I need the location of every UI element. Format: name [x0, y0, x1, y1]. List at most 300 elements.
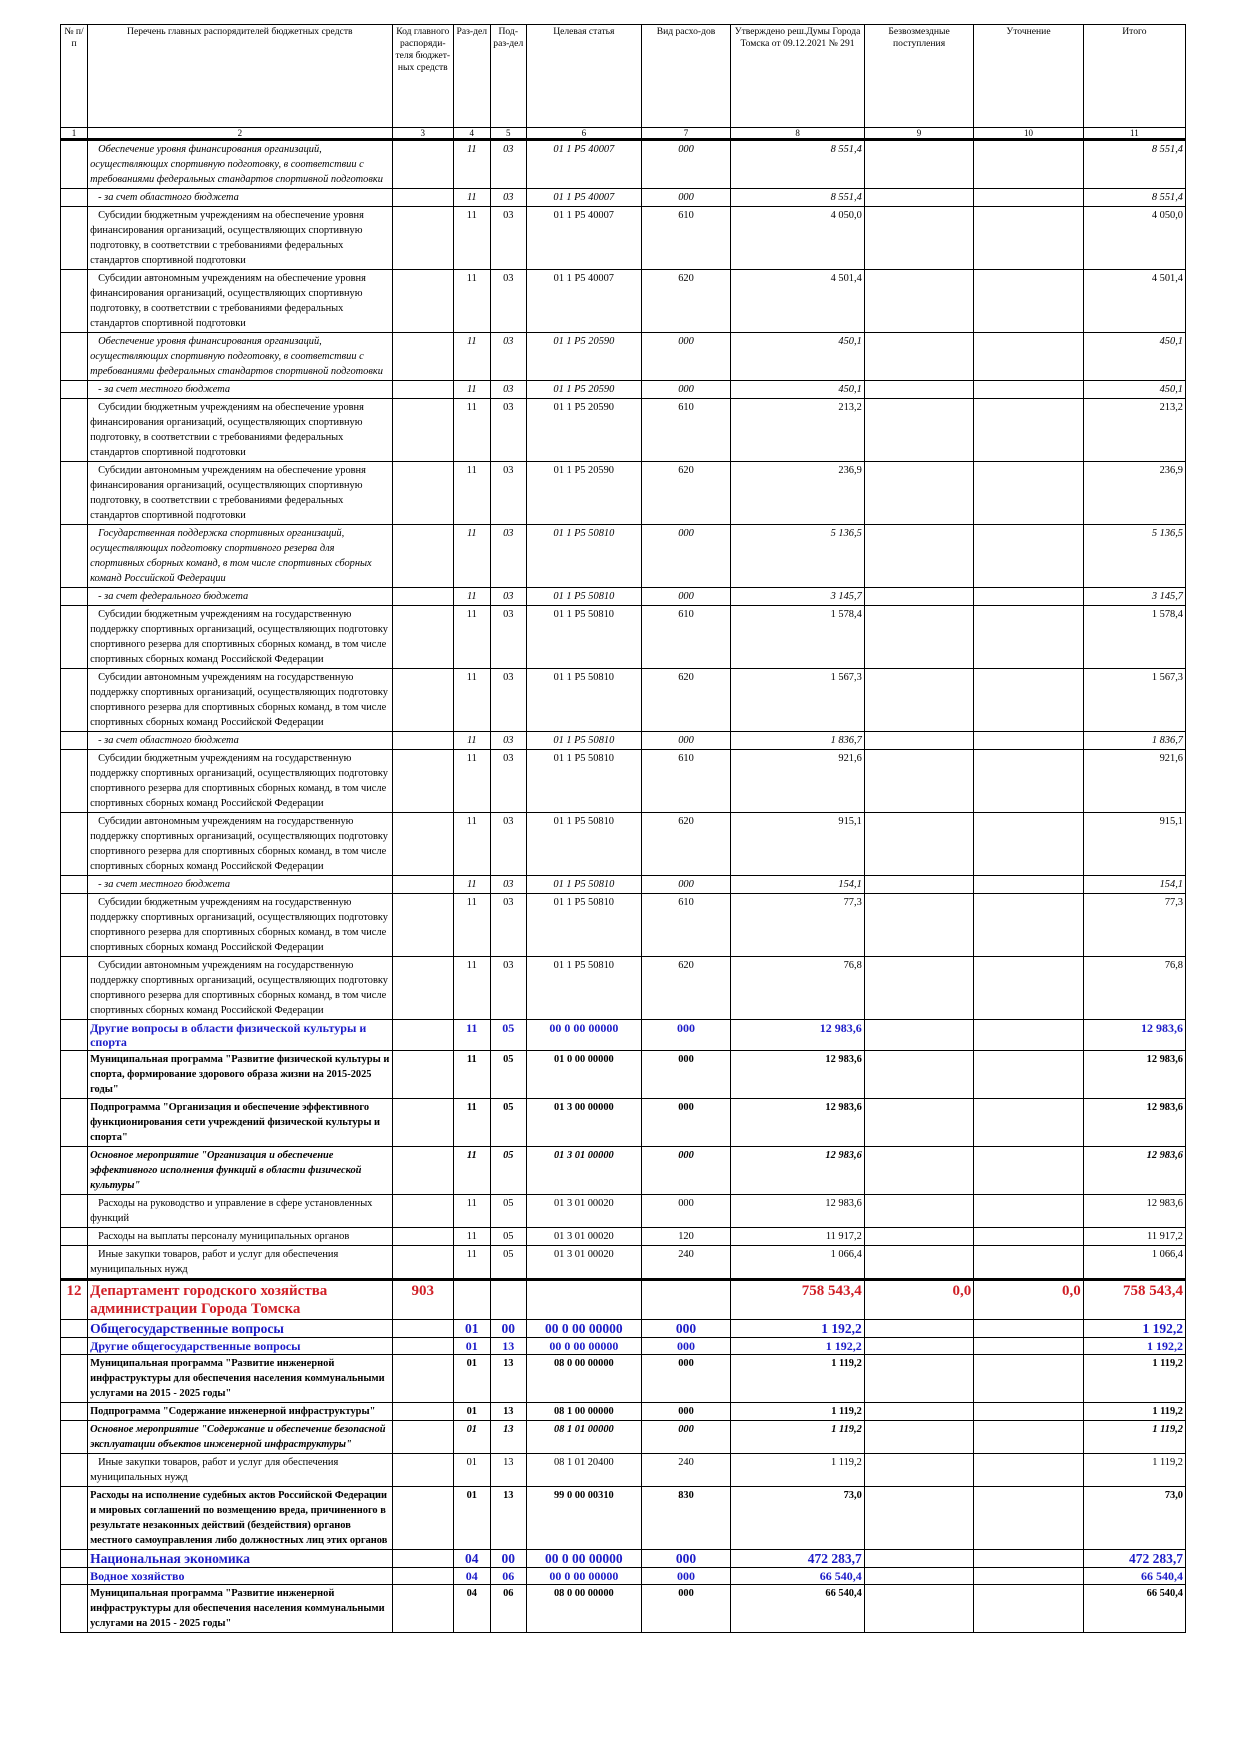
row-free-cell: [864, 606, 973, 669]
row-vid-cell: 000: [641, 140, 731, 189]
row-razdel-cell: 11: [454, 894, 490, 957]
row-vid-cell: 000: [641, 1550, 731, 1568]
row-vid-cell: 610: [641, 399, 731, 462]
row-total-cell: 4 050,0: [1083, 207, 1185, 270]
row-total-cell: 1 567,3: [1083, 669, 1185, 732]
row-target-cell: 01 0 00 00000: [527, 1051, 642, 1099]
row-target-cell: 01 3 01 00020: [527, 1195, 642, 1228]
header-razdel: Раз-дел: [454, 25, 490, 128]
colnum: 6: [527, 128, 642, 140]
colnum: 2: [88, 128, 392, 140]
row-code-cell: [392, 1585, 454, 1633]
row-free-cell: [864, 813, 973, 876]
row-total-cell: 66 540,4: [1083, 1568, 1185, 1585]
row-podrazdel-cell: 03: [490, 588, 526, 606]
row-clarify-cell: [974, 669, 1083, 732]
header-name: Перечень главных распорядителей бюджетных средств: [88, 25, 392, 128]
row-total-cell: 1 578,4: [1083, 606, 1185, 669]
row-target-cell: 01 1 Р5 20590: [527, 381, 642, 399]
row-code-cell: [392, 1099, 454, 1147]
row-vid-cell: 240: [641, 1246, 731, 1280]
row-podrazdel-cell: 03: [490, 669, 526, 732]
row-clarify-cell: [974, 1099, 1083, 1147]
row-target-cell: 01 1 Р5 50810: [527, 525, 642, 588]
row-code-cell: [392, 732, 454, 750]
row-approved-cell: 1 578,4: [731, 606, 864, 669]
row-podrazdel-cell: 05: [490, 1051, 526, 1099]
row-clarify-cell: [974, 606, 1083, 669]
row-podrazdel-cell: 03: [490, 525, 526, 588]
row-clarify-cell: [974, 588, 1083, 606]
row-code-cell: [392, 1355, 454, 1403]
row-code-cell: [392, 1195, 454, 1228]
row-vid-cell: 000: [641, 1403, 731, 1421]
row-total-cell: 921,6: [1083, 750, 1185, 813]
table-row: [61, 1454, 1186, 1487]
row-podrazdel-cell: 13: [490, 1355, 526, 1403]
row-name-cell: Муниципальная программа "Развитие инженерной инфраструктуры для обеспечения населения коммунальными услугами на 2015 - 2025 годы": [88, 1355, 392, 1403]
row-num-cell: [61, 140, 88, 189]
row-free-cell: [864, 381, 973, 399]
row-podrazdel-cell: 00: [490, 1550, 526, 1568]
row-total-cell: 3 145,7: [1083, 588, 1185, 606]
row-name-cell: Расходы на исполнение судебных актов Российской Федерации и мировых соглашений по возмещению вреда, причиненного в результате незаконных действий (бездействия) органов местного самоуправления либо должностных лиц этих органов: [88, 1487, 392, 1550]
row-razdel-cell: 01: [454, 1355, 490, 1403]
row-num-cell: [61, 813, 88, 876]
row-approved-cell: 12 983,6: [731, 1147, 864, 1195]
row-name-cell: Водное хозяйство: [88, 1568, 392, 1585]
row-total-cell: 12 983,6: [1083, 1020, 1185, 1051]
row-approved-cell: 213,2: [731, 399, 864, 462]
row-total-cell: 11 917,2: [1083, 1228, 1185, 1246]
row-razdel-cell: 11: [454, 750, 490, 813]
row-code-cell: 903: [392, 1280, 454, 1320]
row-free-cell: [864, 1487, 973, 1550]
table-row: [61, 669, 1186, 732]
row-code-cell: [392, 333, 454, 381]
row-code-cell: [392, 1051, 454, 1099]
row-target-cell: 01 1 Р5 50810: [527, 813, 642, 876]
row-num-cell: [61, 381, 88, 399]
table-header-row: [61, 25, 1186, 128]
row-podrazdel-cell: 03: [490, 207, 526, 270]
row-approved-cell: 1 567,3: [731, 669, 864, 732]
row-podrazdel-cell: 13: [490, 1487, 526, 1550]
row-free-cell: [864, 189, 973, 207]
row-approved-cell: 915,1: [731, 813, 864, 876]
row-total-cell: 12 983,6: [1083, 1099, 1185, 1147]
row-code-cell: [392, 270, 454, 333]
row-free-cell: [864, 894, 973, 957]
row-total-cell: 1 836,7: [1083, 732, 1185, 750]
row-vid-cell: 620: [641, 462, 731, 525]
row-num-cell: [61, 1147, 88, 1195]
row-target-cell: [527, 1280, 642, 1320]
row-razdel-cell: 11: [454, 606, 490, 669]
row-num-cell: [61, 1421, 88, 1454]
row-target-cell: 01 1 Р5 20590: [527, 399, 642, 462]
row-clarify-cell: [974, 1454, 1083, 1487]
row-num-cell: [61, 1487, 88, 1550]
row-num-cell: [61, 1355, 88, 1403]
row-razdel-cell: 01: [454, 1338, 490, 1355]
row-vid-cell: 000: [641, 189, 731, 207]
row-approved-cell: 758 543,4: [731, 1280, 864, 1320]
row-approved-cell: 4 050,0: [731, 207, 864, 270]
table-row: [61, 1338, 1186, 1355]
row-approved-cell: 5 136,5: [731, 525, 864, 588]
row-approved-cell: 450,1: [731, 333, 864, 381]
row-clarify-cell: [974, 1051, 1083, 1099]
row-free-cell: [864, 399, 973, 462]
budget-table: [60, 24, 1186, 1633]
row-approved-cell: 73,0: [731, 1487, 864, 1550]
row-razdel-cell: 11: [454, 957, 490, 1020]
row-code-cell: [392, 140, 454, 189]
row-name-cell: Государственная поддержка спортивных организаций, осуществляющих подготовку спортивного резерва для спортивных сборных команд, в том числе спортивных сборных команд Российской Федерации: [88, 525, 392, 588]
row-clarify-cell: [974, 957, 1083, 1020]
row-razdel-cell: 11: [454, 1099, 490, 1147]
row-target-cell: 01 3 00 00000: [527, 1099, 642, 1147]
table-row: [61, 606, 1186, 669]
row-clarify-cell: [974, 1403, 1083, 1421]
row-code-cell: [392, 1568, 454, 1585]
row-razdel-cell: 01: [454, 1421, 490, 1454]
header-vid: Вид расхо-дов: [641, 25, 731, 128]
row-num-cell: [61, 588, 88, 606]
row-free-cell: [864, 1195, 973, 1228]
row-approved-cell: 11 917,2: [731, 1228, 864, 1246]
header-free: Безвозмездные поступления: [864, 25, 973, 128]
row-approved-cell: 76,8: [731, 957, 864, 1020]
row-approved-cell: 1 119,2: [731, 1403, 864, 1421]
row-free-cell: [864, 462, 973, 525]
row-name-cell: Субсидии бюджетным учреждениям на государственную поддержку спортивных организаций, осуществляющих подготовку спортивного резерва для спортивных сборных команд, в том числе спортивных сборных команд Российской Федерации: [88, 750, 392, 813]
row-name-cell: - за счет федерального бюджета: [88, 588, 392, 606]
row-free-cell: [864, 270, 973, 333]
row-free-cell: [864, 1228, 973, 1246]
row-vid-cell: 610: [641, 207, 731, 270]
row-code-cell: [392, 588, 454, 606]
row-razdel-cell: 04: [454, 1568, 490, 1585]
row-name-cell: Субсидии автономным учреждениям на обеспечение уровня финансирования организаций, осуществляющих спортивную подготовку, в соответствии с требованиями федеральных стандартов спортивной подготовки: [88, 270, 392, 333]
row-name-cell: Расходы на выплаты персоналу муниципальных органов: [88, 1228, 392, 1246]
row-clarify-cell: [974, 462, 1083, 525]
row-podrazdel-cell: 03: [490, 750, 526, 813]
row-razdel-cell: 01: [454, 1454, 490, 1487]
row-code-cell: [392, 876, 454, 894]
table-row: [61, 1147, 1186, 1195]
table-row: [61, 462, 1186, 525]
table-row: [61, 876, 1186, 894]
header-approved: Утверждено реш.Думы Города Томска от 09.12.2021 № 291: [731, 25, 864, 128]
header-podrazdel: Под-раз-дел: [490, 25, 526, 128]
column-number-row: [61, 128, 1186, 140]
row-total-cell: 1 119,2: [1083, 1355, 1185, 1403]
row-podrazdel-cell: 00: [490, 1320, 526, 1338]
row-podrazdel-cell: 05: [490, 1246, 526, 1280]
row-free-cell: [864, 1568, 973, 1585]
row-code-cell: [392, 1403, 454, 1421]
row-approved-cell: 450,1: [731, 381, 864, 399]
table-row: [61, 270, 1186, 333]
table-row: [61, 957, 1186, 1020]
row-name-cell: Субсидии бюджетным учреждениям на государственную поддержку спортивных организаций, осуществляющих подготовку спортивного резерва для спортивных сборных команд, в том числе спортивных сборных команд Российской Федерации: [88, 894, 392, 957]
row-approved-cell: 472 283,7: [731, 1550, 864, 1568]
row-free-cell: [864, 525, 973, 588]
row-free-cell: [864, 1147, 973, 1195]
row-vid-cell: 000: [641, 1585, 731, 1633]
row-total-cell: 76,8: [1083, 957, 1185, 1020]
row-razdel-cell: 11: [454, 525, 490, 588]
row-podrazdel-cell: 05: [490, 1147, 526, 1195]
header-clarify: Уточнение: [974, 25, 1083, 128]
row-clarify-cell: [974, 1568, 1083, 1585]
row-free-cell: [864, 1403, 973, 1421]
row-name-cell: Муниципальная программа "Развитие физической культуры и спорта, формирование здорового образа жизни на 2015-2025 годы": [88, 1051, 392, 1099]
row-code-cell: [392, 750, 454, 813]
table-row: [61, 750, 1186, 813]
row-target-cell: 08 1 01 00000: [527, 1421, 642, 1454]
row-vid-cell: 830: [641, 1487, 731, 1550]
row-vid-cell: 000: [641, 876, 731, 894]
row-razdel-cell: 11: [454, 207, 490, 270]
row-total-cell: 12 983,6: [1083, 1195, 1185, 1228]
row-num-cell: [61, 1099, 88, 1147]
row-vid-cell: 610: [641, 894, 731, 957]
row-target-cell: 99 0 00 00310: [527, 1487, 642, 1550]
row-approved-cell: 8 551,4: [731, 189, 864, 207]
row-approved-cell: 66 540,4: [731, 1568, 864, 1585]
row-podrazdel-cell: 03: [490, 333, 526, 381]
row-code-cell: [392, 813, 454, 876]
table-row: [61, 1550, 1186, 1568]
row-clarify-cell: [974, 1147, 1083, 1195]
row-target-cell: 01 1 Р5 50810: [527, 957, 642, 1020]
row-podrazdel-cell: 03: [490, 813, 526, 876]
row-vid-cell: 610: [641, 606, 731, 669]
row-target-cell: 01 1 Р5 50810: [527, 750, 642, 813]
row-approved-cell: 1 119,2: [731, 1454, 864, 1487]
row-free-cell: [864, 1099, 973, 1147]
row-vid-cell: 000: [641, 1320, 731, 1338]
table-row: [61, 1280, 1186, 1320]
row-code-cell: [392, 1246, 454, 1280]
row-name-cell: Субсидии бюджетным учреждениям на обеспечение уровня финансирования организаций, осуществляющих спортивную подготовку, в соответствии с требованиями федеральных стандартов спортивной подготовки: [88, 399, 392, 462]
row-podrazdel-cell: 13: [490, 1403, 526, 1421]
table-row: [61, 525, 1186, 588]
row-code-cell: [392, 525, 454, 588]
row-podrazdel-cell: 03: [490, 462, 526, 525]
row-podrazdel-cell: 13: [490, 1454, 526, 1487]
row-num-cell: [61, 1454, 88, 1487]
row-podrazdel-cell: 03: [490, 140, 526, 189]
row-total-cell: 154,1: [1083, 876, 1185, 894]
table-row: [61, 894, 1186, 957]
row-target-cell: 01 1 Р5 50810: [527, 606, 642, 669]
table-row: [61, 1355, 1186, 1403]
row-target-cell: 00 0 00 00000: [527, 1568, 642, 1585]
row-target-cell: 01 1 Р5 40007: [527, 189, 642, 207]
row-free-cell: [864, 333, 973, 381]
row-name-cell: Расходы на руководство и управление в сфере установленных функций: [88, 1195, 392, 1228]
row-vid-cell: 000: [641, 732, 731, 750]
row-free-cell: [864, 1051, 973, 1099]
row-vid-cell: 000: [641, 1421, 731, 1454]
row-approved-cell: 1 066,4: [731, 1246, 864, 1280]
row-num-cell: [61, 1320, 88, 1338]
row-razdel-cell: 11: [454, 1147, 490, 1195]
row-free-cell: [864, 1246, 973, 1280]
row-approved-cell: 8 551,4: [731, 140, 864, 189]
row-num-cell: [61, 189, 88, 207]
row-vid-cell: 000: [641, 1195, 731, 1228]
row-podrazdel-cell: 03: [490, 606, 526, 669]
row-name-cell: Субсидии автономным учреждениям на обеспечение уровня финансирования организаций, осуществляющих спортивную подготовку, в соответствии с требованиями федеральных стандартов спортивной подготовки: [88, 462, 392, 525]
row-name-cell: Общегосударственные вопросы: [88, 1320, 392, 1338]
row-approved-cell: 1 192,2: [731, 1320, 864, 1338]
row-podrazdel-cell: 03: [490, 957, 526, 1020]
row-num-cell: [61, 957, 88, 1020]
row-num-cell: [61, 270, 88, 333]
row-free-cell: [864, 1585, 973, 1633]
row-free-cell: [864, 750, 973, 813]
row-clarify-cell: [974, 1355, 1083, 1403]
row-approved-cell: 154,1: [731, 876, 864, 894]
row-razdel-cell: 11: [454, 1020, 490, 1051]
row-code-cell: [392, 894, 454, 957]
row-vid-cell: 610: [641, 750, 731, 813]
row-approved-cell: 3 145,7: [731, 588, 864, 606]
colnum: 9: [864, 128, 973, 140]
row-free-cell: [864, 876, 973, 894]
row-code-cell: [392, 606, 454, 669]
table-row: [61, 1585, 1186, 1633]
row-approved-cell: 921,6: [731, 750, 864, 813]
row-num-cell: [61, 1228, 88, 1246]
row-code-cell: [392, 381, 454, 399]
row-name-cell: Подпрограмма "Содержание инженерной инфраструктуры": [88, 1403, 392, 1421]
colnum: 10: [974, 128, 1083, 140]
row-total-cell: 472 283,7: [1083, 1550, 1185, 1568]
row-num-cell: 12: [61, 1280, 88, 1320]
row-name-cell: - за счет областного бюджета: [88, 189, 392, 207]
row-name-cell: Основное мероприятие "Содержание и обеспечение безопасной эксплуатации объектов инженерной инфраструктуры": [88, 1421, 392, 1454]
row-free-cell: [864, 732, 973, 750]
row-podrazdel-cell: 13: [490, 1421, 526, 1454]
row-target-cell: 01 1 Р5 40007: [527, 140, 642, 189]
row-name-cell: Основное мероприятие "Организация и обеспечение эффективного исполнения функций в области физической культуры": [88, 1147, 392, 1195]
colnum: 1: [61, 128, 88, 140]
row-num-cell: [61, 399, 88, 462]
row-clarify-cell: [974, 381, 1083, 399]
row-num-cell: [61, 1051, 88, 1099]
row-approved-cell: 1 192,2: [731, 1338, 864, 1355]
table-row: [61, 732, 1186, 750]
row-target-cell: 01 1 Р5 50810: [527, 732, 642, 750]
row-name-cell: Субсидии автономным учреждениям на государственную поддержку спортивных организаций, осуществляющих подготовку спортивного резерва для спортивных сборных команд, в том числе спортивных сборных команд Российской Федерации: [88, 813, 392, 876]
row-name-cell: Субсидии автономным учреждениям на государственную поддержку спортивных организаций, осуществляющих подготовку спортивного резерва для спортивных сборных команд, в том числе спортивных сборных команд Российской Федерации: [88, 957, 392, 1020]
row-clarify-cell: [974, 1320, 1083, 1338]
row-clarify-cell: [974, 732, 1083, 750]
row-target-cell: 01 1 Р5 40007: [527, 207, 642, 270]
row-approved-cell: 77,3: [731, 894, 864, 957]
row-approved-cell: 236,9: [731, 462, 864, 525]
row-code-cell: [392, 462, 454, 525]
row-total-cell: 8 551,4: [1083, 140, 1185, 189]
row-free-cell: [864, 1020, 973, 1051]
row-podrazdel-cell: 03: [490, 732, 526, 750]
row-podrazdel-cell: 06: [490, 1568, 526, 1585]
row-approved-cell: 1 836,7: [731, 732, 864, 750]
row-razdel-cell: 11: [454, 189, 490, 207]
row-free-cell: [864, 1454, 973, 1487]
row-podrazdel-cell: 13: [490, 1338, 526, 1355]
colnum: 8: [731, 128, 864, 140]
row-podrazdel-cell: 03: [490, 270, 526, 333]
row-num-cell: [61, 333, 88, 381]
row-target-cell: 01 1 Р5 20590: [527, 333, 642, 381]
row-podrazdel-cell: 03: [490, 381, 526, 399]
table-row: [61, 813, 1186, 876]
table-row: [61, 1051, 1186, 1099]
row-target-cell: 01 1 Р5 40007: [527, 270, 642, 333]
row-razdel-cell: 01: [454, 1487, 490, 1550]
row-total-cell: 758 543,4: [1083, 1280, 1185, 1320]
row-num-cell: [61, 1568, 88, 1585]
row-razdel-cell: 11: [454, 813, 490, 876]
row-razdel-cell: 11: [454, 669, 490, 732]
row-vid-cell: 620: [641, 669, 731, 732]
row-vid-cell: 000: [641, 1338, 731, 1355]
row-razdel-cell: [454, 1280, 490, 1320]
row-razdel-cell: 11: [454, 399, 490, 462]
row-name-cell: - за счет местного бюджета: [88, 381, 392, 399]
row-vid-cell: 620: [641, 813, 731, 876]
row-vid-cell: 000: [641, 1355, 731, 1403]
row-num-cell: [61, 1338, 88, 1355]
row-podrazdel-cell: 05: [490, 1020, 526, 1051]
row-target-cell: 00 0 00 00000: [527, 1338, 642, 1355]
row-name-cell: Иные закупки товаров, работ и услуг для обеспечения муниципальных нужд: [88, 1246, 392, 1280]
row-clarify-cell: [974, 1338, 1083, 1355]
row-free-cell: 0,0: [864, 1280, 973, 1320]
table-row: [61, 189, 1186, 207]
row-podrazdel-cell: 05: [490, 1099, 526, 1147]
row-code-cell: [392, 1020, 454, 1051]
row-approved-cell: 12 983,6: [731, 1195, 864, 1228]
row-name-cell: Субсидии бюджетным учреждениям на обеспечение уровня финансирования организаций, осуществляющих спортивную подготовку, в соответствии с требованиями федеральных стандартов спортивной подготовки: [88, 207, 392, 270]
table-row: [61, 1099, 1186, 1147]
row-clarify-cell: [974, 813, 1083, 876]
row-free-cell: [864, 140, 973, 189]
row-free-cell: [864, 1421, 973, 1454]
row-num-cell: [61, 894, 88, 957]
row-clarify-cell: [974, 1550, 1083, 1568]
row-total-cell: 450,1: [1083, 333, 1185, 381]
row-clarify-cell: [974, 140, 1083, 189]
row-name-cell: Подпрограмма "Организация и обеспечение эффективного функционирования сети учреждений физической культуры и спорта": [88, 1099, 392, 1147]
row-target-cell: 00 0 00 00000: [527, 1320, 642, 1338]
row-code-cell: [392, 957, 454, 1020]
row-free-cell: [864, 207, 973, 270]
row-num-cell: [61, 207, 88, 270]
row-num-cell: [61, 462, 88, 525]
row-approved-cell: 1 119,2: [731, 1421, 864, 1454]
row-code-cell: [392, 1320, 454, 1338]
row-num-cell: [61, 525, 88, 588]
row-total-cell: 4 501,4: [1083, 270, 1185, 333]
